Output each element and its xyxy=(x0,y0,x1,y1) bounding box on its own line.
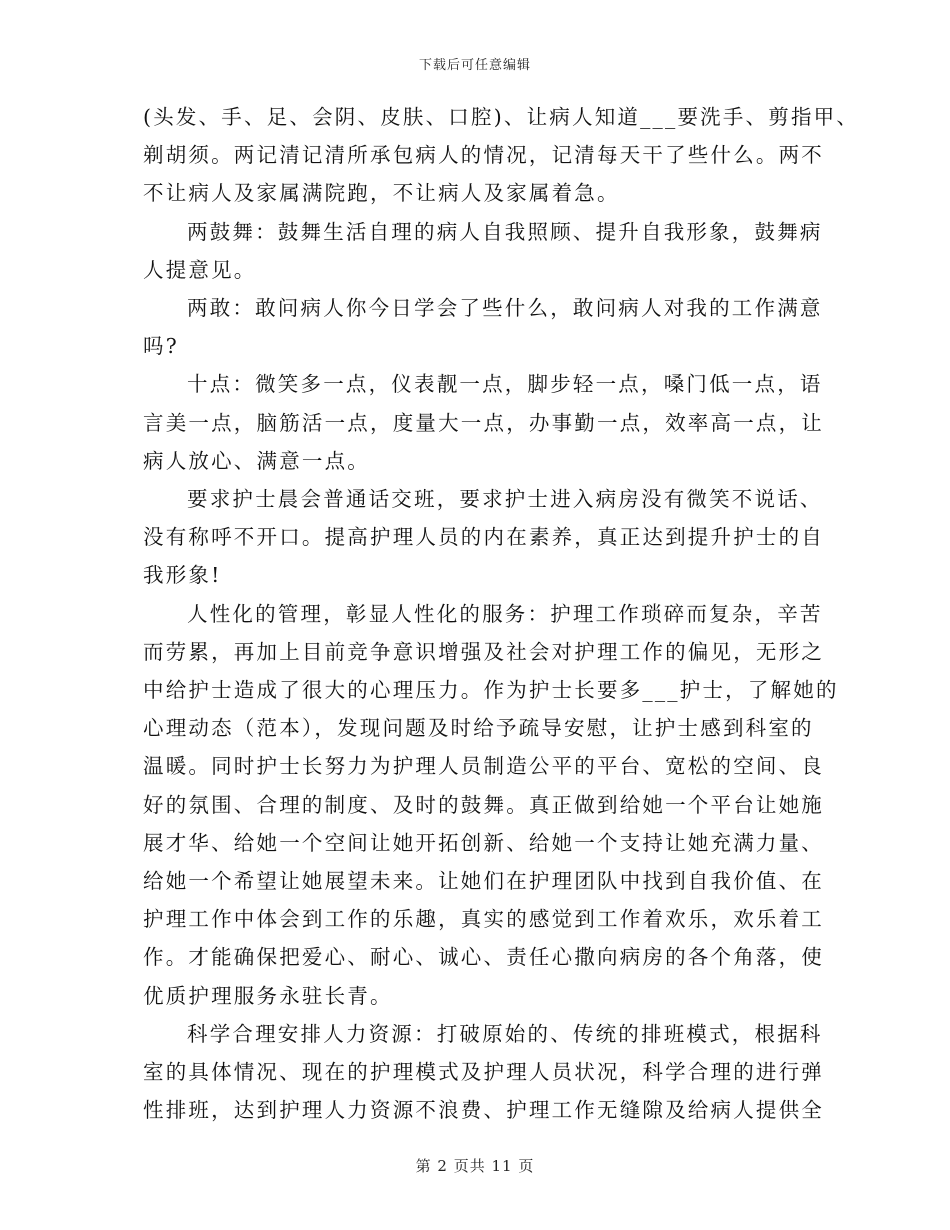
text-line: (头发、手、足、会阴、皮肤、口腔)、让病人知道___要洗手、剪指甲、 xyxy=(143,105,860,129)
text-line: 而劳累，再加上目前竞争意识增强及社会对护理工作的偏见，无形之 xyxy=(143,639,824,664)
text-line: 作。才能确保把爱心、耐心、诚心、责任心撒向病房的各个角落，使 xyxy=(143,945,824,970)
paragraph-start-line: 两鼓舞：鼓舞生活自理的病人自我照顾、提升自我形象，鼓舞病 xyxy=(187,219,823,244)
text-line: 言美一点，脑筋活一点，度量大一点，办事勤一点，效率高一点，让 xyxy=(143,410,824,435)
text-line: 心理动态（范本），发现问题及时给予疏导安慰，让护士感到科室的 xyxy=(143,716,814,741)
text-line: 室的具体情况、现在的护理模式及护理人员状况，科学合理的进行弹 xyxy=(143,1060,824,1085)
page-footer: 第 2 页共 11 页 xyxy=(415,1157,535,1175)
text-line: 展才华、给她一个空间让她开拓创新、给她一个支持让她充满力量、 xyxy=(143,830,824,855)
text-line: 中给护士造成了很大的心理压力。作为护士长要多___护士，了解她的 xyxy=(143,678,839,703)
page-header: 下载后可任意编辑 xyxy=(418,58,531,73)
document-body xyxy=(143,98,860,1129)
text-line: 优质护理服务永驻长青。 xyxy=(143,983,393,1008)
text-line: 给她一个希望让她展望未来。让她们在护理团队中找到自我价值、在 xyxy=(143,869,824,894)
text-line: 温暖。同时护士长努力为护理人员制造公平的平台、宽松的空间、良 xyxy=(143,754,824,779)
text-line: 剃胡须。两记清记清所承包病人的情况，记清每天干了些什么。两不 xyxy=(143,143,824,168)
text-line: 吗? xyxy=(143,334,179,359)
text-line: 我形象! xyxy=(143,563,222,588)
text-line: 性排班，达到护理人力资源不浪费、护理工作无缝隙及给病人提供全 xyxy=(143,1098,824,1123)
text-line: 没有称呼不开口。提高护理人员的内在素养，真正达到提升护士的自 xyxy=(143,525,824,550)
text-line: 护理工作中体会到工作的乐趣，真实的感觉到工作着欢乐，欢乐着工 xyxy=(143,907,824,932)
paragraph-start-line: 两敢：敢问病人你今日学会了些什么，敢问病人对我的工作满意 xyxy=(187,296,823,321)
text-line: 不让病人及家属满院跑，不让病人及家属着急。 xyxy=(143,181,620,206)
paragraph-start-line: 十点：微笑多一点，仪表靓一点，脚步轻一点，嗓门低一点，语 xyxy=(187,372,823,397)
text-line: 病人放心、满意一点。 xyxy=(143,448,370,473)
paragraph-start-line: 人性化的管理，彰显人性化的服务：护理工作琐碎而复杂，辛苦 xyxy=(187,601,823,626)
text-line: 人提意见。 xyxy=(143,257,257,282)
paragraph-start-line: 要求护士晨会普通话交班，要求护士进入病房没有微笑不说话、 xyxy=(187,487,823,512)
paragraph-start-line: 科学合理安排人力资源：打破原始的、传统的排班模式，根据科 xyxy=(187,1021,823,1046)
text-line: 好的氛围、合理的制度、及时的鼓舞。真正做到给她一个平台让她施 xyxy=(143,792,824,817)
